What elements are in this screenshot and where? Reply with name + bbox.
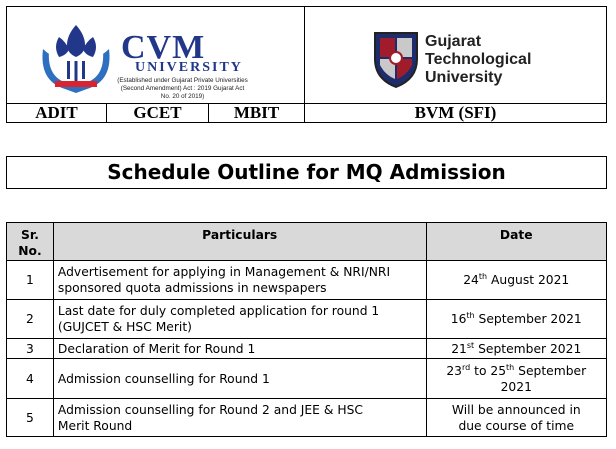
row-sr: 1 — [7, 261, 54, 300]
schedule-table — [6, 222, 607, 437]
cvm-name: CVM — [121, 29, 206, 66]
table-row — [7, 359, 607, 399]
row-particulars: Declaration of Merit for Round 1 — [53, 339, 426, 359]
header-sr-no: Sr. No. — [7, 223, 54, 261]
table-row — [7, 399, 607, 437]
row-date: 24th August 2021 — [426, 261, 606, 300]
row-particulars: Last date for duly completed application for round 1 (GUJCET & HSC Merit) — [53, 300, 426, 339]
cvm-establishment-note: (Established under Gujarat Private Universities (Second Amendment) Act : 2019 Gujarat Act No. 20 of 2019) — [117, 77, 248, 100]
table-header-row — [7, 223, 607, 261]
gtu-name: Gujarat Technological University — [425, 33, 532, 86]
row-sr: 2 — [7, 300, 54, 339]
cvm-logo-icon — [37, 21, 115, 95]
page-title: Schedule Outline for MQ Admission — [6, 156, 607, 189]
row-sr: 3 — [7, 339, 54, 359]
college-adit: ADIT — [35, 103, 78, 122]
college-gcet: GCET — [133, 103, 182, 122]
row-date: 21st September 2021 — [426, 339, 606, 359]
row-date: 16th September 2021 — [426, 300, 606, 339]
table-row — [7, 261, 607, 300]
row-particulars: Admission counselling for Round 2 and JEE & HSC Merit Round — [53, 399, 426, 437]
header-particulars: Particulars — [53, 223, 426, 261]
header-box — [6, 6, 607, 123]
row-date: 23rd to 25th September 2021 — [426, 359, 606, 399]
row-particulars: Advertisement for applying in Management & NRI/NRI sponsored quota admissions in newspapers — [53, 261, 426, 300]
header-date: Date — [426, 223, 606, 261]
table-row — [7, 300, 607, 339]
row-sr: 5 — [7, 399, 54, 437]
gtu-crest-icon — [371, 29, 421, 89]
cvm-subtitle: UNIVERSITY — [135, 60, 243, 75]
row-date: Will be announced in due course of time — [426, 399, 606, 437]
row-sr: 4 — [7, 359, 54, 399]
college-bvm: BVM (SFI) — [414, 103, 497, 122]
college-mbit: MBIT — [233, 103, 280, 122]
table-row — [7, 339, 607, 359]
row-particulars: Admission counselling for Round 1 — [53, 359, 426, 399]
